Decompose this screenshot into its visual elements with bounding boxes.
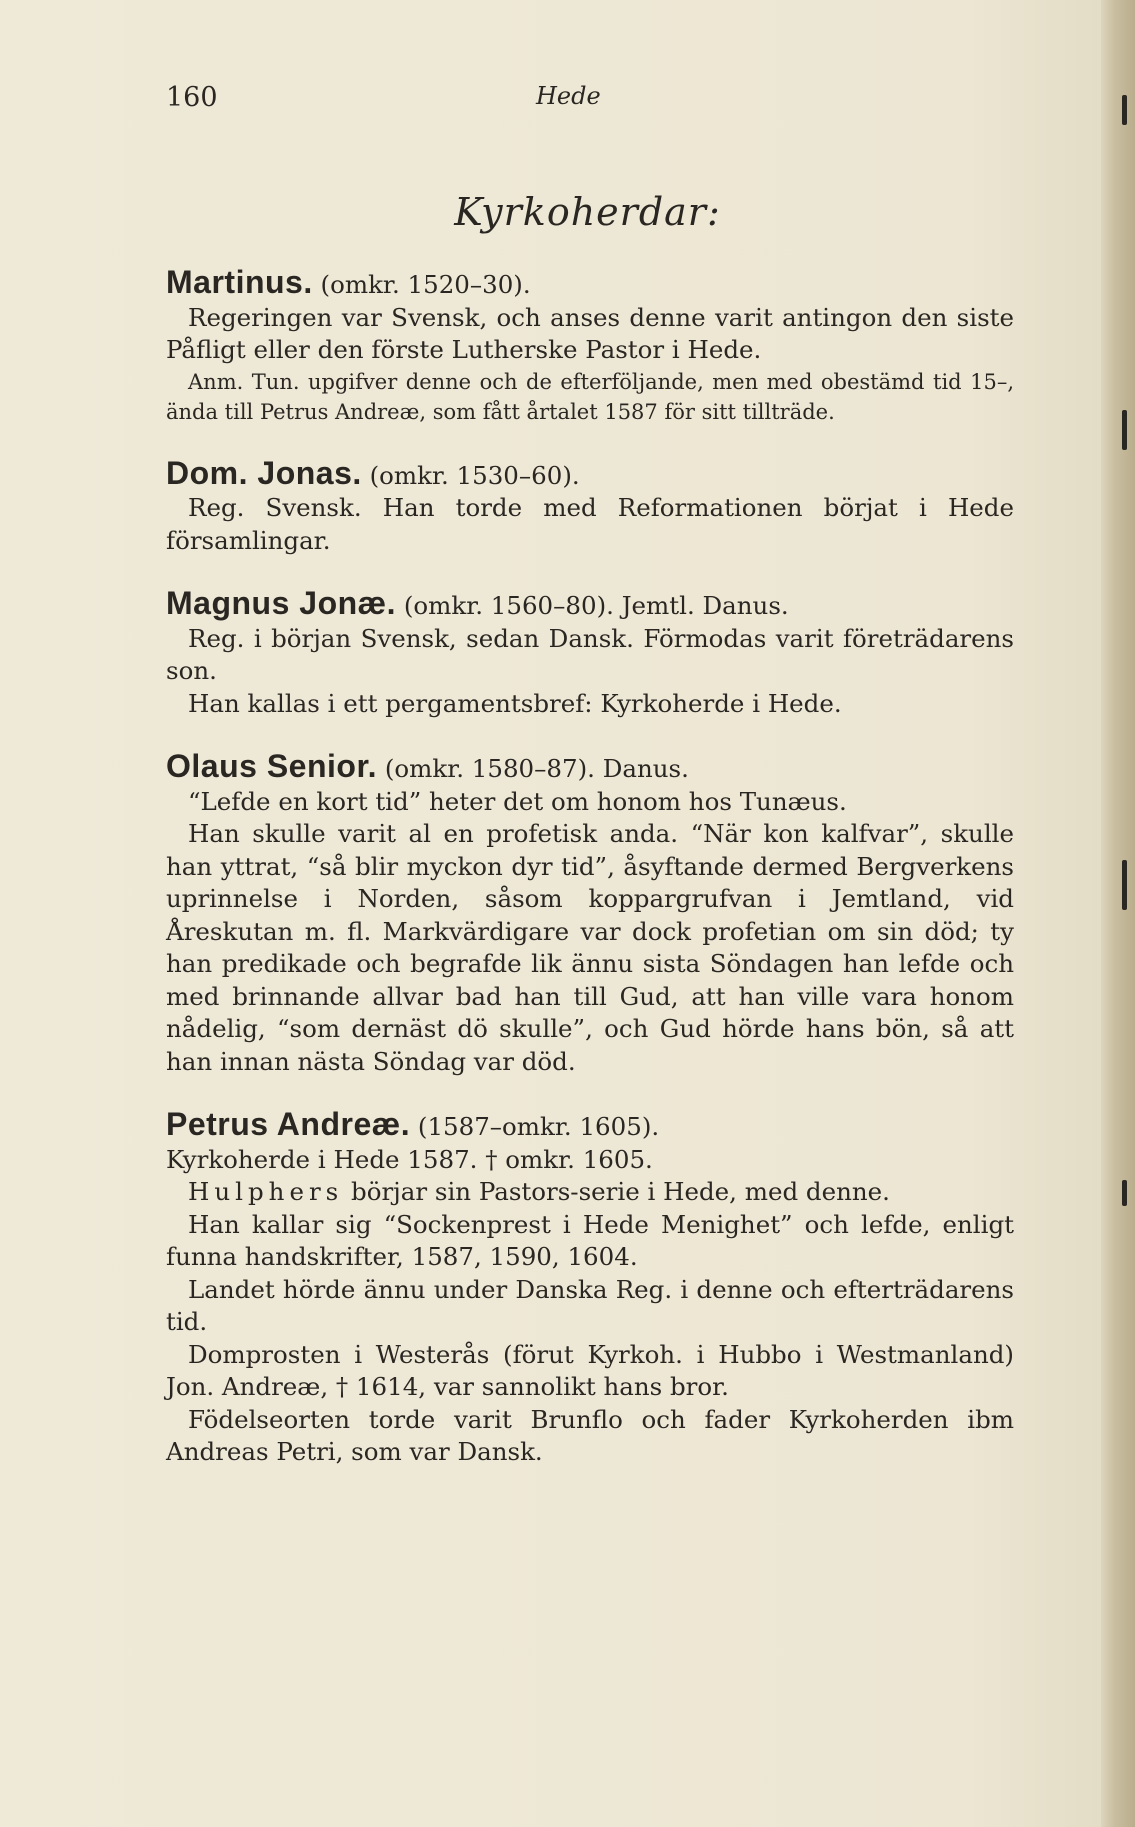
edge-mark xyxy=(1122,1180,1127,1206)
entry-note: Anm. Tun. upgifver denne och de efterföljande, men med obestämd tid 15–, ända till Petrus Andreæ, som fått årtalet 1587 för sitt tillträde. xyxy=(166,369,1014,424)
entry-paragraph: Domprosten i Westerås (förut Kyrkoh. i Hubbo i Westmanland) Jon. Andreæ, † 1614, var sannolikt hans bror. xyxy=(166,1339,1014,1401)
entry-name: Petrus Andreæ. xyxy=(166,1106,411,1142)
page-number: 160 xyxy=(166,82,218,113)
entry-name: Magnus Jonæ. xyxy=(166,585,397,621)
entry-paragraph: Regeringen var Svensk, och anses denne varit antingon den siste Påfligt eller den förste Lutherske Pastor i Hede. xyxy=(166,302,1014,364)
entry-paragraph: Hulphers börjar sin Pastors-serie i Hede, med denne. xyxy=(188,1177,890,1206)
section-title: Kyrkoherdar: xyxy=(454,190,721,234)
entry-name: Olaus Senior. xyxy=(166,748,378,784)
entry-dates: (omkr. 1520–30). xyxy=(320,270,531,299)
entry-paragraph: Han kallar sig “Sockenprest i Hede Menighet” och lefde, enligt funna handskrifter, 1587, 1590, 1604. xyxy=(166,1209,1014,1271)
edge-mark xyxy=(1122,410,1127,450)
page-edge-shadow xyxy=(1101,0,1135,1827)
entry-dates: (omkr. 1580–87). Danus. xyxy=(384,754,689,783)
entry-paragraph: Han kallas i ett pergamentsbref: Kyrkoherde i Hede. xyxy=(188,688,842,718)
entry-paragraph: Landet hörde ännu under Danska Reg. i denne och efterträdarens tid. xyxy=(166,1274,1014,1336)
entry-martinus xyxy=(166,266,1014,427)
entry-dates: (1587–omkr. 1605). xyxy=(417,1112,660,1141)
entry-paragraph: Han skulle varit al en profetisk anda. “När kon kalfvar”, skulle han yttrat, “så blir myckon dyr tid”, åsyftande dermed Bergverkens uprinnelse i Norden, såsom koppargrufvan i Jemtland, vid Åreskutan m. fl. Markvärdigare var dock profetian om sin död; ty han predikade och begrafde lik ännu sista Söndagen han lefde och med brinnande allvar bad han till Gud, att han ville vara honom nådelig, “som dernäst dö skulle”, och Gud hörde hans bön, så att han innan nästa Söndag var död. xyxy=(166,819,1014,1076)
entry-name: Martinus. xyxy=(166,264,313,300)
edge-mark xyxy=(1122,95,1127,125)
entry-paragraph: “Lefde en kort tid” heter det om honom hos Tunæus. xyxy=(188,786,847,816)
body-text xyxy=(166,266,1014,1499)
entry-dates: (omkr. 1560–80). Jemtl. Danus. xyxy=(403,591,789,620)
entry-paragraph: Reg. i början Svensk, sedan Dansk. Förmodas varit företrädarens son. xyxy=(166,623,1014,685)
entry-paragraph: Kyrkoherde i Hede 1587. † omkr. 1605. xyxy=(166,1144,653,1174)
entry-olaus xyxy=(166,750,1014,1078)
edge-mark xyxy=(1122,860,1127,910)
entry-jonas xyxy=(166,454,1014,558)
running-head: Hede xyxy=(536,82,601,110)
entry-paragraph: Reg. Svensk. Han torde med Reformationen börjat i Hede församlingar. xyxy=(166,493,1014,555)
entry-name: Dom. Jonas. xyxy=(166,454,362,491)
entry-magnus xyxy=(166,587,1014,720)
page-header xyxy=(166,82,955,122)
entry-dates: (omkr. 1530–60). xyxy=(369,460,580,490)
author-name: Hulphers xyxy=(188,1177,344,1206)
entry-petrus xyxy=(166,1108,1014,1469)
entry-paragraph: Födelseorten torde varit Brunflo och fader Kyrkoherden ibm Andreas Petri, som var Dansk. xyxy=(166,1404,1014,1466)
